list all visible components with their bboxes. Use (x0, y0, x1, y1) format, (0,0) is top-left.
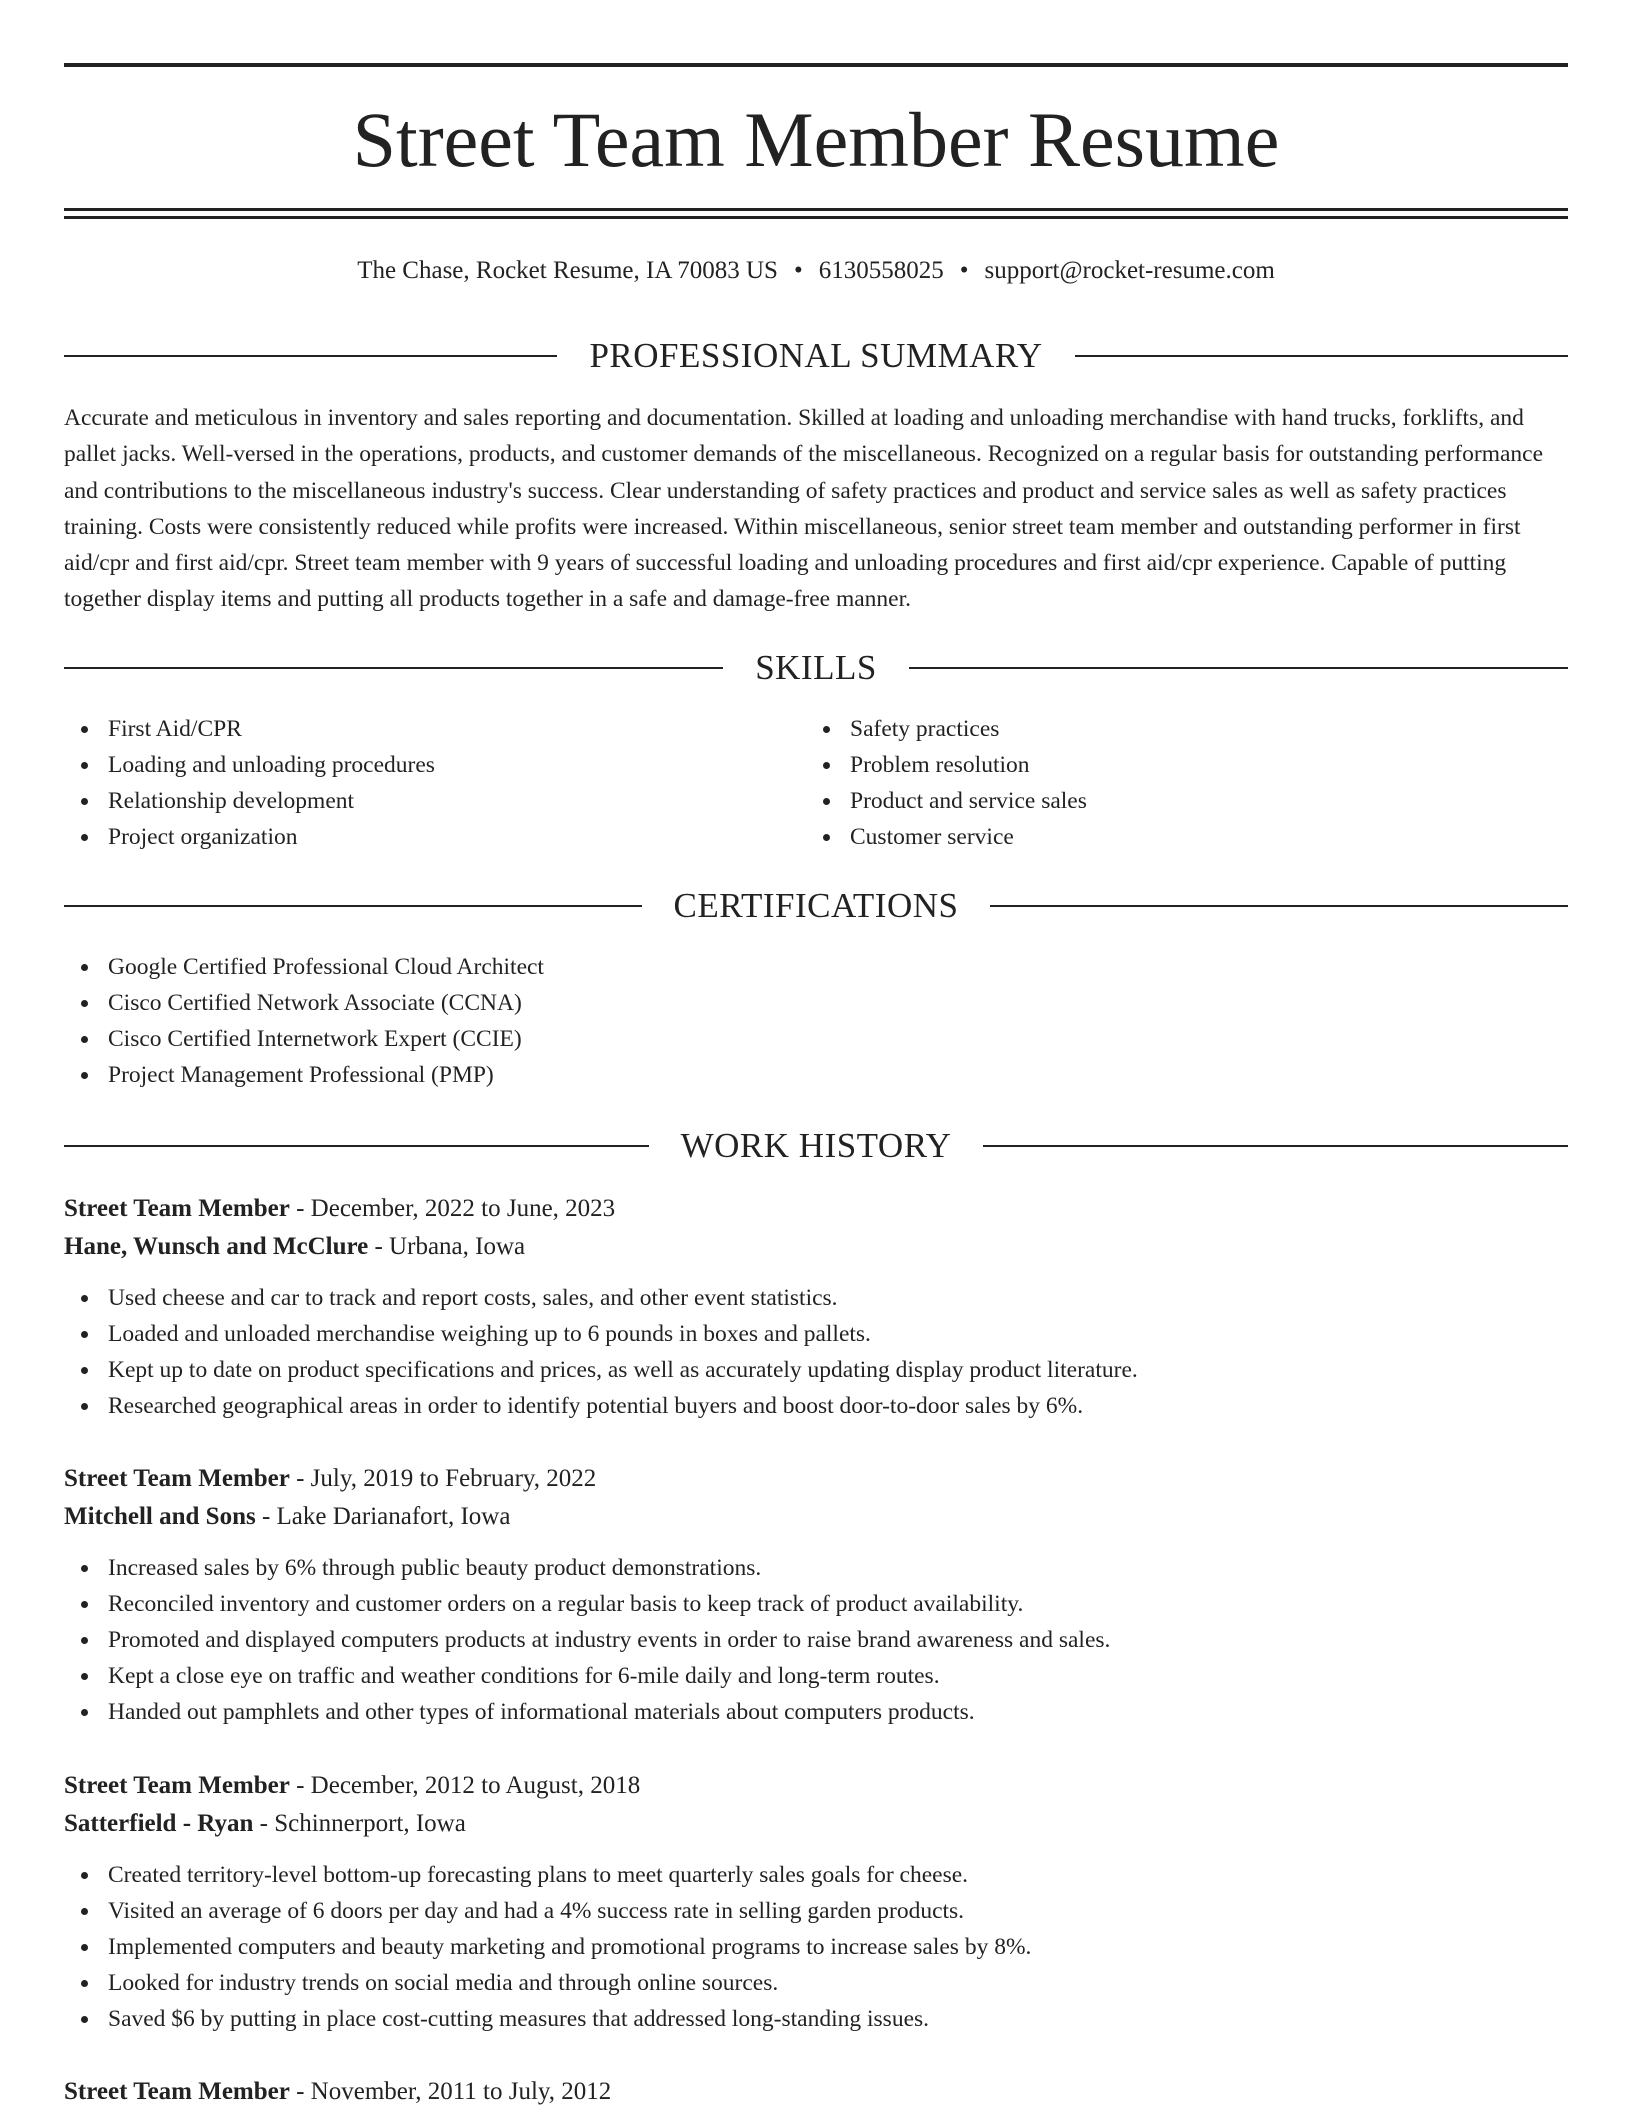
job-company-line (64, 1498, 1568, 1536)
section-rule (909, 667, 1568, 669)
job-location: - Lake Darianafort, Iowa (255, 1503, 511, 1530)
job-role: Street Team Member (64, 2078, 290, 2105)
header-bottom-rule-second (64, 216, 1568, 219)
contact-address: The Chase, Rocket Resume, IA 70083 US (357, 257, 778, 284)
summary-paragraph: Accurate and meticulous in inventory and sales reporting and documentation. Skilled at loading and unloading merchandise with hand trucks, forklifts, and pallet jacks. Well-versed in the operations, products, and customer demands of the miscellaneous. Recognized on a regular basis for outstanding performance and contributions to the miscellaneous industry's success. Clear understanding of safety practices and product and service sales as well as safety practices training. Costs were consistently reduced while profits were increased. Within miscellaneous, senior street team member and outstanding performer in first aid/cpr and first aid/cpr. Street team member with 9 years of successful loading and unloading procedures and first aid/cpr experience. Capable of putting together display items and putting all products together in a safe and damage-free manner. (64, 405, 1544, 613)
section-heading: CERTIFICATIONS (673, 886, 959, 925)
job-role: Street Team Member (64, 1772, 290, 1799)
skill-item: Safety practices (806, 711, 1546, 747)
section-rule (990, 905, 1568, 907)
certifications-list (64, 949, 1568, 1093)
job-dates: - December, 2012 to August, 2018 (289, 1772, 641, 1799)
job-bullets (64, 1280, 1568, 1424)
contact-separator: • (793, 257, 803, 284)
job-location: - Schinnerport, Iowa (253, 1810, 466, 1837)
job-title-line (64, 2073, 1568, 2111)
section-heading: SKILLS (755, 648, 877, 687)
job-dates: - December, 2022 to June, 2023 (289, 1195, 616, 1222)
job-bullet: Promoted and displayed computers products at industry events in order to raise brand awareness and sales. (64, 1622, 1568, 1658)
section-rule (64, 1145, 649, 1147)
job-dates: - July, 2019 to February, 2022 (289, 1465, 597, 1492)
certification-item: Cisco Certified Network Associate (CCNA) (64, 985, 1568, 1021)
job-bullet: Used cheese and car to track and report costs, sales, and other event statistics. (64, 1280, 1568, 1316)
contact-line (64, 254, 1568, 288)
job-company: Hane, Wunsch and McClure (64, 1233, 369, 1260)
section-heading: PROFESSIONAL SUMMARY (589, 336, 1043, 375)
job-title-line (64, 1190, 1568, 1228)
skill-item: Relationship development (64, 783, 804, 819)
job-bullet: Increased sales by 6% through public beauty product demonstrations. (64, 1550, 1568, 1586)
resume-title: Street Team Member Resume (352, 96, 1280, 183)
job-dates: - November, 2011 to July, 2012 (289, 2078, 612, 2105)
job-bullets (64, 1857, 1568, 2037)
section-rule (983, 1145, 1568, 1147)
skill-item: Product and service sales (806, 783, 1546, 819)
section-rule (64, 905, 642, 907)
certifications-section-header (64, 884, 1568, 928)
contact-phone: 6130558025 (818, 257, 944, 284)
skill-item: First Aid/CPR (64, 711, 804, 747)
contact-separator: • (959, 257, 969, 284)
job-company-line (64, 1805, 1568, 1843)
header-bottom-rule (64, 208, 1568, 211)
job-bullet: Implemented computers and beauty marketing and promotional programs to increase sales by 8%. (64, 1929, 1568, 1965)
job-bullet: Researched geographical areas in order to identify potential buyers and boost door-to-door sales by 6%. (64, 1388, 1568, 1424)
job-bullet: Reconciled inventory and customer orders on a regular basis to keep track of product availability. (64, 1586, 1568, 1622)
skills-section-header (64, 646, 1568, 690)
job-entry (64, 1190, 1568, 1424)
job-company: Mitchell and Sons (64, 1503, 256, 1530)
job-bullet: Saved $6 by putting in place cost-cutting measures that addressed long-standing issues. (64, 2001, 1568, 2037)
job-company: Satterfield - Ryan (64, 1810, 254, 1837)
job-company-line (64, 1228, 1568, 1266)
job-title-line (64, 1767, 1568, 1805)
job-role: Street Team Member (64, 1195, 290, 1222)
section-rule (64, 355, 557, 357)
job-bullet: Kept a close eye on traffic and weather conditions for 6-mile daily and long-term routes. (64, 1658, 1568, 1694)
job-location: - Urbana, Iowa (368, 1233, 526, 1260)
job-role: Street Team Member (64, 1465, 290, 1492)
job-entry (64, 1767, 1568, 2037)
work-history-section-header (64, 1124, 1568, 1168)
summary-section-header (64, 334, 1568, 378)
job-bullet: Created territory-level bottom-up forecasting plans to meet quarterly sales goals for cheese. (64, 1857, 1568, 1893)
job-bullet: Looked for industry trends on social media and through online sources. (64, 1965, 1568, 2001)
certification-item: Project Management Professional (PMP) (64, 1057, 1568, 1093)
skill-item: Project organization (64, 819, 804, 855)
job-bullet: Loaded and unloaded merchandise weighing up to 6 pounds in boxes and pallets. (64, 1316, 1568, 1352)
certification-item: Google Certified Professional Cloud Architect (64, 949, 1568, 985)
section-heading: WORK HISTORY (680, 1126, 952, 1165)
skills-list-right (806, 711, 1546, 855)
job-bullets (64, 1550, 1568, 1730)
certification-item: Cisco Certified Internetwork Expert (CCIE) (64, 1021, 1568, 1057)
skill-item: Problem resolution (806, 747, 1546, 783)
job-entry (64, 1460, 1568, 1730)
skill-item: Customer service (806, 819, 1546, 855)
contact-email: support@rocket-resume.com (984, 257, 1275, 284)
job-bullet: Handed out pamphlets and other types of informational materials about computers products. (64, 1694, 1568, 1730)
job-bullet: Visited an average of 6 doors per day and had a 4% success rate in selling garden products. (64, 1893, 1568, 1929)
header-top-rule (64, 63, 1568, 67)
job-entry (64, 2073, 1568, 2111)
section-rule (64, 667, 723, 669)
skills-list-left (64, 711, 804, 855)
job-bullet: Kept up to date on product specifications and prices, as well as accurately updating display product literature. (64, 1352, 1568, 1388)
skill-item: Loading and unloading procedures (64, 747, 804, 783)
job-title-line (64, 1460, 1568, 1498)
section-rule (1075, 355, 1568, 357)
